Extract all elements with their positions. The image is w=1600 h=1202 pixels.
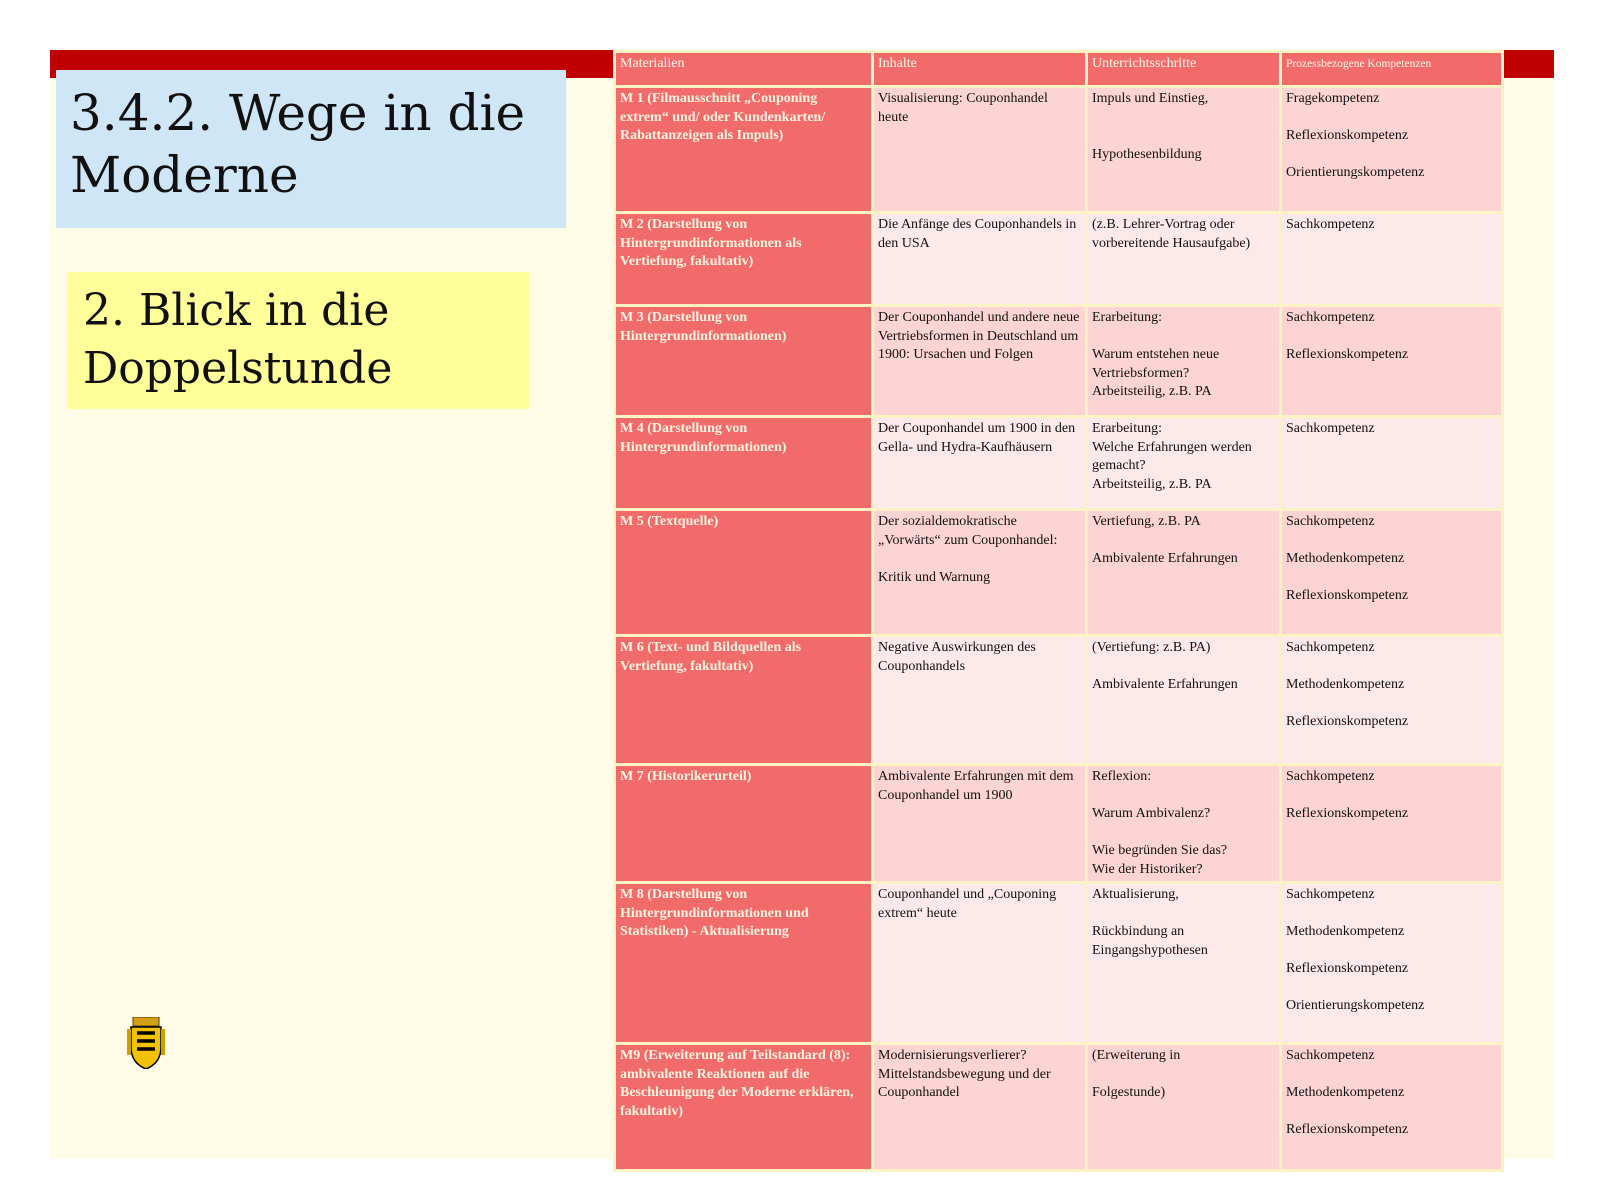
cell-schritte: Erarbeitung: Warum entstehen neue Vertriebsformen? Arbeitsteilig, z.B. PA xyxy=(1087,306,1281,417)
cell-schritte: Impuls und Einstieg, Hypothesenbildung xyxy=(1087,87,1281,213)
cell-material: M 8 (Darstellung von Hintergrundinformationen und Statistiken) - Aktualisierung xyxy=(615,883,873,1044)
cell-inhalte: Die Anfänge des Couponhandels in den USA xyxy=(873,213,1087,306)
header-inhalte: Inhalte xyxy=(873,52,1087,87)
cell-schritte: Aktualisierung, Rückbindung an Eingangshypothesen xyxy=(1087,883,1281,1044)
cell-material: M 3 (Darstellung von Hintergrundinformationen) xyxy=(615,306,873,417)
table-row xyxy=(615,765,1503,883)
cell-material: M 1 (Filmausschnitt „Couponing extrem“ und/ oder Kundenkarten/ Rabattanzeigen als Impuls) xyxy=(615,87,873,213)
table-row xyxy=(615,87,1503,213)
table-row xyxy=(615,213,1503,306)
cell-inhalte: Modernisierungsverlierer? Mittelstandsbewegung und der Couponhandel xyxy=(873,1044,1087,1171)
table-row xyxy=(615,510,1503,636)
cell-inhalte: Der Couponhandel um 1900 in den Gella- und Hydra-Kaufhäusern xyxy=(873,417,1087,510)
cell-material: M 6 (Text- und Bildquellen als Vertiefung, fakultativ) xyxy=(615,636,873,765)
cell-kompetenzen: Sachkompetenz Methodenkompetenz Reflexionskompetenz xyxy=(1281,1044,1503,1171)
header-kompetenzen: Prozessbezogene Kompetenzen xyxy=(1281,52,1503,87)
table-header-row xyxy=(615,52,1503,87)
header-materialien: Materialien xyxy=(615,52,873,87)
cell-kompetenzen: Sachkompetenz Methodenkompetenz Reflexionskompetenz xyxy=(1281,636,1503,765)
cell-inhalte: Der Couponhandel und andere neue Vertriebsformen in Deutschland um 1900: Ursachen und Folgen xyxy=(873,306,1087,417)
cell-schritte: Erarbeitung: Welche Erfahrungen werden gemacht? Arbeitsteilig, z.B. PA xyxy=(1087,417,1281,510)
cell-kompetenzen: Sachkompetenz Reflexionskompetenz xyxy=(1281,306,1503,417)
cell-kompetenzen: Sachkompetenz Reflexionskompetenz xyxy=(1281,765,1503,883)
cell-inhalte: Der sozialdemokratische „Vorwärts“ zum Couponhandel: Kritik und Warnung xyxy=(873,510,1087,636)
cell-material: M 5 (Textquelle) xyxy=(615,510,873,636)
table-row xyxy=(615,883,1503,1044)
table-row xyxy=(615,306,1503,417)
cell-kompetenzen: Sachkompetenz Methodenkompetenz Reflexionskompetenz xyxy=(1281,510,1503,636)
cell-inhalte: Negative Auswirkungen des Couponhandels xyxy=(873,636,1087,765)
cell-material: M 2 (Darstellung von Hintergrundinformationen als Vertiefung, fakultativ) xyxy=(615,213,873,306)
cell-schritte: (Vertiefung: z.B. PA) Ambivalente Erfahrungen xyxy=(1087,636,1281,765)
cell-material: M 7 (Historikerurteil) xyxy=(615,765,873,883)
cell-kompetenzen: Sachkompetenz Methodenkompetenz Reflexionskompetenz Orientierungskompetenz xyxy=(1281,883,1503,1044)
table-row xyxy=(615,1044,1503,1171)
cell-schritte: (Erweiterung in Folgestunde) xyxy=(1087,1044,1281,1171)
subtitle-box xyxy=(67,272,529,409)
coat-of-arms-icon xyxy=(127,1017,165,1069)
cell-kompetenzen: Fragekompetenz Reflexionskompetenz Orientierungskompetenz xyxy=(1281,87,1503,213)
cell-material: M 4 (Darstellung von Hintergrundinformationen) xyxy=(615,417,873,510)
table-row xyxy=(615,636,1503,765)
cell-schritte: Vertiefung, z.B. PA Ambivalente Erfahrungen xyxy=(1087,510,1281,636)
cell-inhalte: Visualisierung: Couponhandel heute xyxy=(873,87,1087,213)
table-row xyxy=(615,417,1503,510)
cell-inhalte: Couponhandel und „Couponing extrem“ heute xyxy=(873,883,1087,1044)
cell-schritte: (z.B. Lehrer-Vortrag oder vorbereitende Hausaufgabe) xyxy=(1087,213,1281,306)
slide-title: 3.4.2. Wege in die Moderne xyxy=(70,84,526,204)
slide-subtitle: 2. Blick in die Doppelstunde xyxy=(83,285,393,394)
cell-kompetenzen: Sachkompetenz xyxy=(1281,417,1503,510)
cell-schritte: Reflexion: Warum Ambivalenz? Wie begründen Sie das? Wie der Historiker? xyxy=(1087,765,1281,883)
cell-material: M9 (Erweiterung auf Teilstandard (8): ambivalente Reaktionen auf die Beschleunigung der Moderne erklären, fakultativ) xyxy=(615,1044,873,1171)
cell-inhalte: Ambivalente Erfahrungen mit dem Couponhandel um 1900 xyxy=(873,765,1087,883)
lesson-table xyxy=(613,50,1504,1172)
header-unterrichtsschritte: Unterrichtsschritte xyxy=(1087,52,1281,87)
title-box xyxy=(56,70,566,228)
cell-kompetenzen: Sachkompetenz xyxy=(1281,213,1503,306)
